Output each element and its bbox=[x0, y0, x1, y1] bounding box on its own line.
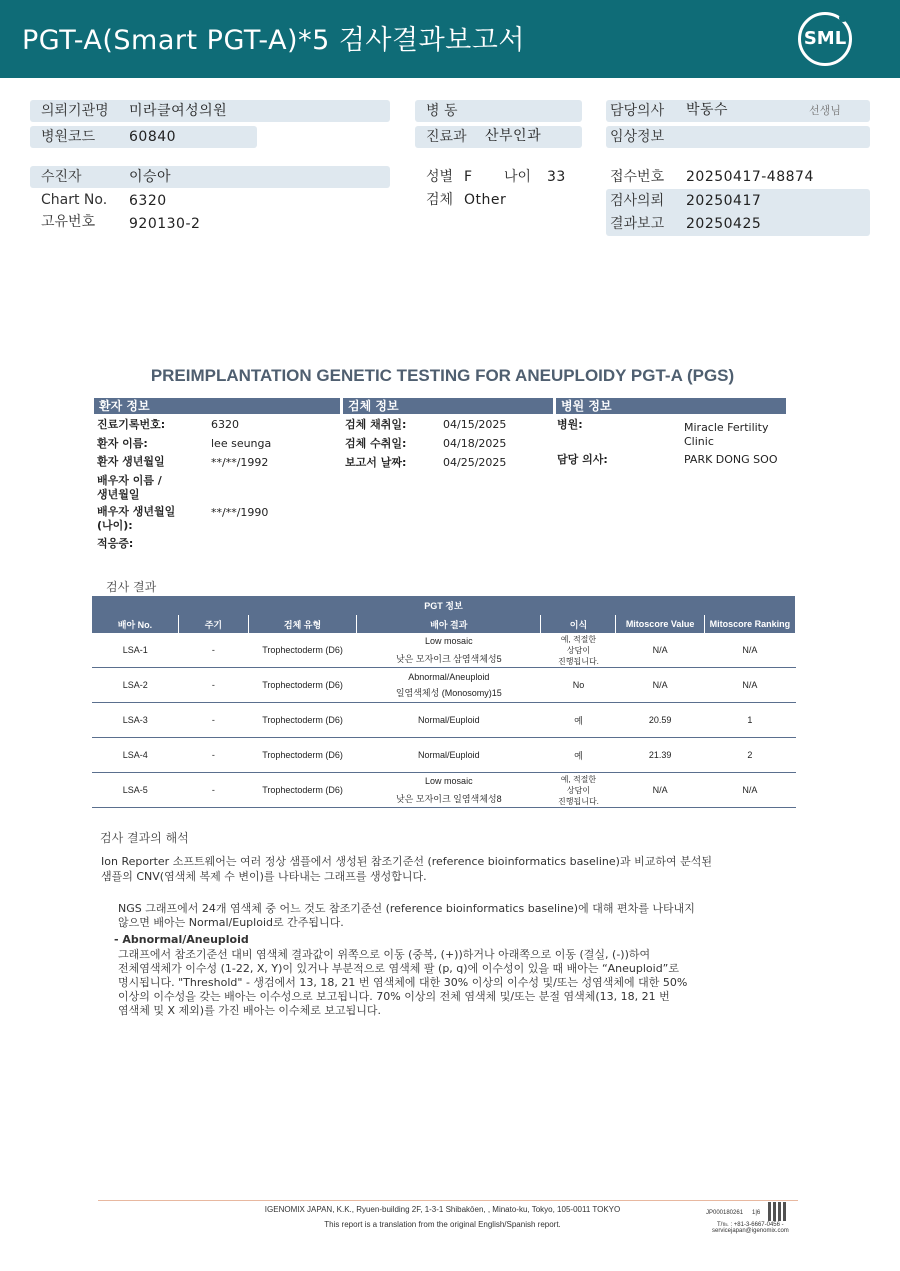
col-mitoscore-value: Mitoscore Value bbox=[616, 615, 704, 633]
mitoscore-ranking: N/A bbox=[704, 668, 795, 703]
hospital-code-label: 병원코드 bbox=[41, 129, 96, 145]
patient-value: 이승아 bbox=[129, 169, 172, 185]
hospital-value-1: Miracle Fertility bbox=[684, 421, 769, 434]
cycle: - bbox=[178, 703, 248, 738]
specimen-value: Other bbox=[464, 192, 507, 208]
transfer: 예 bbox=[541, 738, 616, 773]
pgt-report-title: PREIMPLANTATION GENETIC TESTING FOR ANEUPLOIDY PGT-A (PGS) bbox=[150, 366, 735, 385]
table-row bbox=[92, 703, 796, 738]
receipt-label: 접수번호 bbox=[610, 169, 665, 185]
mitoscore-value: N/A bbox=[616, 633, 704, 668]
para3-line1: 그래프에서 참조기준선 대비 염색체 결과값이 위쪽으로 이동 (중복, (+))하거나 아래쪽으로 이동 (결실, (-))하여 bbox=[118, 948, 651, 961]
transfer-line-1: 예, 적절한 bbox=[560, 774, 597, 784]
embryo-no: LSA-5 bbox=[92, 773, 178, 808]
transfer bbox=[541, 633, 616, 668]
mitoscore-ranking: 2 bbox=[704, 738, 795, 773]
transfer-line-1: 예, 적절한 bbox=[560, 634, 597, 644]
col-transfer: 이식 bbox=[541, 615, 616, 633]
mitoscore-value: N/A bbox=[616, 773, 704, 808]
specimen-label: 검체 bbox=[426, 192, 454, 208]
spouse-name-label-2: 생년월일 bbox=[97, 488, 140, 501]
record-no-label: 진료기록번호: bbox=[97, 418, 166, 431]
cycle: - bbox=[178, 668, 248, 703]
interpretation-title: 검사 결과의 해석 bbox=[100, 831, 189, 845]
institution-value: 미라클여성의원 bbox=[129, 103, 228, 119]
result-line-1: Low mosaic bbox=[425, 775, 473, 786]
unique-label: 고유번호 bbox=[41, 214, 96, 230]
request-label: 검사의뢰 bbox=[610, 193, 665, 209]
request-value: 20250417 bbox=[686, 193, 762, 209]
transfer bbox=[541, 773, 616, 808]
table-row bbox=[92, 738, 796, 773]
embryo-result bbox=[357, 633, 541, 668]
transfer-line-2: 상담이 bbox=[566, 645, 591, 655]
patient-box bbox=[30, 166, 390, 188]
hospital-value-2: Clinic bbox=[684, 435, 714, 448]
collect-value: 04/15/2025 bbox=[443, 418, 507, 431]
spouse-dob-label-2: (나이): bbox=[97, 519, 133, 532]
col-sample-type: 검체 유형 bbox=[248, 615, 356, 633]
transfer: 예 bbox=[541, 703, 616, 738]
table-title: PGT 정보 bbox=[92, 596, 796, 615]
age-label: 나이 bbox=[504, 169, 532, 185]
footer-email: servicejapan@igenomix.com bbox=[712, 1228, 789, 1234]
result-line-1: Abnormal/Aneuploid bbox=[408, 671, 490, 682]
mitoscore-ranking: N/A bbox=[704, 773, 795, 808]
attending-doctor-value: PARK DONG SOO bbox=[684, 453, 778, 466]
sample-type: Trophectoderm (D6) bbox=[248, 633, 356, 668]
patient-dob-value: **/**/1992 bbox=[211, 456, 269, 469]
table-row bbox=[92, 633, 796, 668]
embryo-no: LSA-3 bbox=[92, 703, 178, 738]
col-embryo-no: 배아 No. bbox=[92, 615, 178, 633]
embryo-no: LSA-1 bbox=[92, 633, 178, 668]
chart-value: 6320 bbox=[129, 193, 167, 209]
pgt-results-table bbox=[92, 596, 796, 808]
report-date-label: 보고서 날짜: bbox=[345, 456, 407, 469]
sample-type: Trophectoderm (D6) bbox=[248, 703, 356, 738]
embryo-no: LSA-4 bbox=[92, 738, 178, 773]
doc-code: JP000180261 bbox=[706, 1210, 744, 1216]
cycle: - bbox=[178, 773, 248, 808]
hospital-section-header: 병원 정보 bbox=[556, 398, 786, 414]
embryo-result bbox=[357, 668, 541, 703]
embryo-no: LSA-2 bbox=[92, 668, 178, 703]
result-line-2: 일염색체성 (Monosomy)15 bbox=[395, 687, 502, 698]
transfer: No bbox=[541, 668, 616, 703]
sample-type: Trophectoderm (D6) bbox=[248, 773, 356, 808]
dept-label: 진료과 bbox=[426, 129, 467, 145]
spouse-name-label-1: 배우자 이름 / bbox=[97, 474, 162, 487]
col-embryo-result: 배아 결과 bbox=[357, 615, 541, 633]
sml-logo: SML bbox=[798, 12, 852, 66]
mitoscore-ranking: N/A bbox=[704, 633, 795, 668]
results-title: 검사 결과 bbox=[106, 580, 157, 594]
sex-label: 성별 bbox=[426, 169, 454, 185]
mitoscore-value: N/A bbox=[616, 668, 704, 703]
para2-line2: 않으면 배아는 Normal/Euploid로 간주됩니다. bbox=[118, 916, 344, 929]
indication-label: 적응증: bbox=[97, 537, 134, 550]
receive-value: 04/18/2025 bbox=[443, 437, 507, 450]
specimen-section-header: 검체 정보 bbox=[343, 398, 553, 414]
para3-line5: 염색체 및 X 제외)를 가진 배아는 이수체로 보고됩니다. bbox=[118, 1004, 381, 1017]
embryo-result: Normal/Euploid bbox=[357, 738, 541, 773]
report-label: 결과보고 bbox=[610, 216, 665, 232]
para2-line1: NGS 그래프에서 24개 염색체 중 어느 것도 참조기준선 (reference bioinformatics baseline)에 대해 편차를 나타내지 bbox=[118, 902, 695, 915]
report-value: 20250425 bbox=[686, 216, 762, 232]
sample-type: Trophectoderm (D6) bbox=[248, 738, 356, 773]
patient-label: 수진자 bbox=[41, 169, 82, 185]
age-value: 33 bbox=[547, 169, 566, 185]
embryo-result: Normal/Euploid bbox=[357, 703, 541, 738]
result-line-2: 낮은 모자이크 일염색체성8 bbox=[395, 793, 502, 804]
report-title: PGT-A(Smart PGT-A)*5 검사결과보고서 bbox=[22, 25, 525, 56]
receive-label: 검체 수취일: bbox=[345, 437, 407, 450]
transfer-line-2: 상담이 bbox=[566, 785, 591, 795]
para1-line1: Ion Reporter 소프트웨어는 여러 정상 샘플에서 생성된 참조기준선 (reference bioinformatics baseline)과 비교하여 분석된 bbox=[101, 855, 712, 868]
aneuploid-heading: - Abnormal/Aneuploid bbox=[114, 933, 249, 946]
patient-dob-label: 환자 생년월일 bbox=[97, 455, 165, 468]
result-line-1: Low mosaic bbox=[425, 635, 473, 646]
col-cycle: 주기 bbox=[178, 615, 248, 633]
clinical-label: 임상정보 bbox=[610, 129, 665, 145]
patient-name-value: lee seunga bbox=[211, 437, 272, 450]
sex-value: F bbox=[464, 169, 473, 185]
cycle: - bbox=[178, 738, 248, 773]
para3-line3: 명시됩니다. "Threshold" - 생검에서 13, 18, 21 번 염색체에 대한 30% 이상의 이수성 및/또는 성염색체에 대한 50% bbox=[118, 976, 688, 989]
cycle: - bbox=[178, 633, 248, 668]
para1-line2: 샘플의 CNV(염색체 복제 수 변이)를 나타내는 그래프를 생성합니다. bbox=[101, 870, 427, 883]
chart-label: Chart No. bbox=[41, 192, 108, 208]
mitoscore-value: 21.39 bbox=[616, 738, 704, 773]
unique-value: 920130-2 bbox=[129, 216, 201, 232]
qr-code-icon bbox=[768, 1202, 787, 1221]
sample-type: Trophectoderm (D6) bbox=[248, 668, 356, 703]
mitoscore-ranking: 1 bbox=[704, 703, 795, 738]
mitoscore-value: 20.59 bbox=[616, 703, 704, 738]
hospital-label: 병원: bbox=[557, 418, 583, 431]
doctor-value: 박동수 bbox=[686, 102, 729, 118]
footer-divider bbox=[98, 1200, 798, 1201]
transfer-line-3: 진행됩니다. bbox=[558, 656, 599, 666]
hospital-code-value: 60840 bbox=[129, 129, 177, 145]
spouse-dob-value: **/**/1990 bbox=[211, 506, 269, 519]
transfer-line-3: 진행됩니다. bbox=[558, 796, 599, 806]
collect-label: 검체 채취일: bbox=[345, 418, 407, 431]
footer-tel: T/℡ : +81-3-6667-0456 - bbox=[717, 1222, 784, 1228]
footer-note: This report is a translation from the original English/Spanish report. bbox=[324, 1220, 561, 1229]
col-mitoscore-ranking: Mitoscore Ranking bbox=[704, 615, 795, 633]
result-line-2: 낮은 모자이크 삼염색체성5 bbox=[395, 653, 502, 664]
table-row bbox=[92, 668, 796, 703]
dept-value: 산부인과 bbox=[485, 128, 542, 144]
receipt-value: 20250417-48874 bbox=[686, 169, 814, 185]
para3-line4: 이상의 이수성을 갖는 배아는 이수성으로 보고됩니다. 70% 이상의 전체 염색체 및/또는 분절 염색체(13, 18, 21 번 bbox=[118, 990, 670, 1003]
doctor-label: 담당의사 bbox=[610, 103, 665, 119]
spouse-dob-label-1: 배우자 생년월일 bbox=[97, 505, 176, 518]
page-number: 1|6 bbox=[752, 1210, 761, 1216]
doctor-suffix: 선생님 bbox=[809, 104, 841, 117]
patient-name-label: 환자 이름: bbox=[97, 437, 148, 450]
table-row bbox=[92, 773, 796, 808]
embryo-result bbox=[357, 773, 541, 808]
para3-line2: 전체염색체가 이수성 (1-22, X, Y)이 있거나 부분적으로 염색체 팔 (p, q)에 이수성이 있을 때 배아는 “Aneuploid”로 bbox=[118, 962, 680, 975]
footer-address: IGENOMIX JAPAN, K.K., Ryuen-building 2F, 1-3-1 Shibakōen, , Minato-ku, Tokyo, 105-0011 TOKYO bbox=[264, 1205, 621, 1214]
institution-label: 의뢰기관명 bbox=[41, 103, 109, 119]
ward-label: 병 동 bbox=[426, 103, 458, 119]
attending-doctor-label: 담당 의사: bbox=[557, 453, 608, 466]
record-no-value: 6320 bbox=[211, 418, 239, 431]
logo-dot-icon bbox=[839, 14, 847, 22]
report-date-value: 04/25/2025 bbox=[443, 456, 507, 469]
patient-section-header: 환자 정보 bbox=[94, 398, 340, 414]
